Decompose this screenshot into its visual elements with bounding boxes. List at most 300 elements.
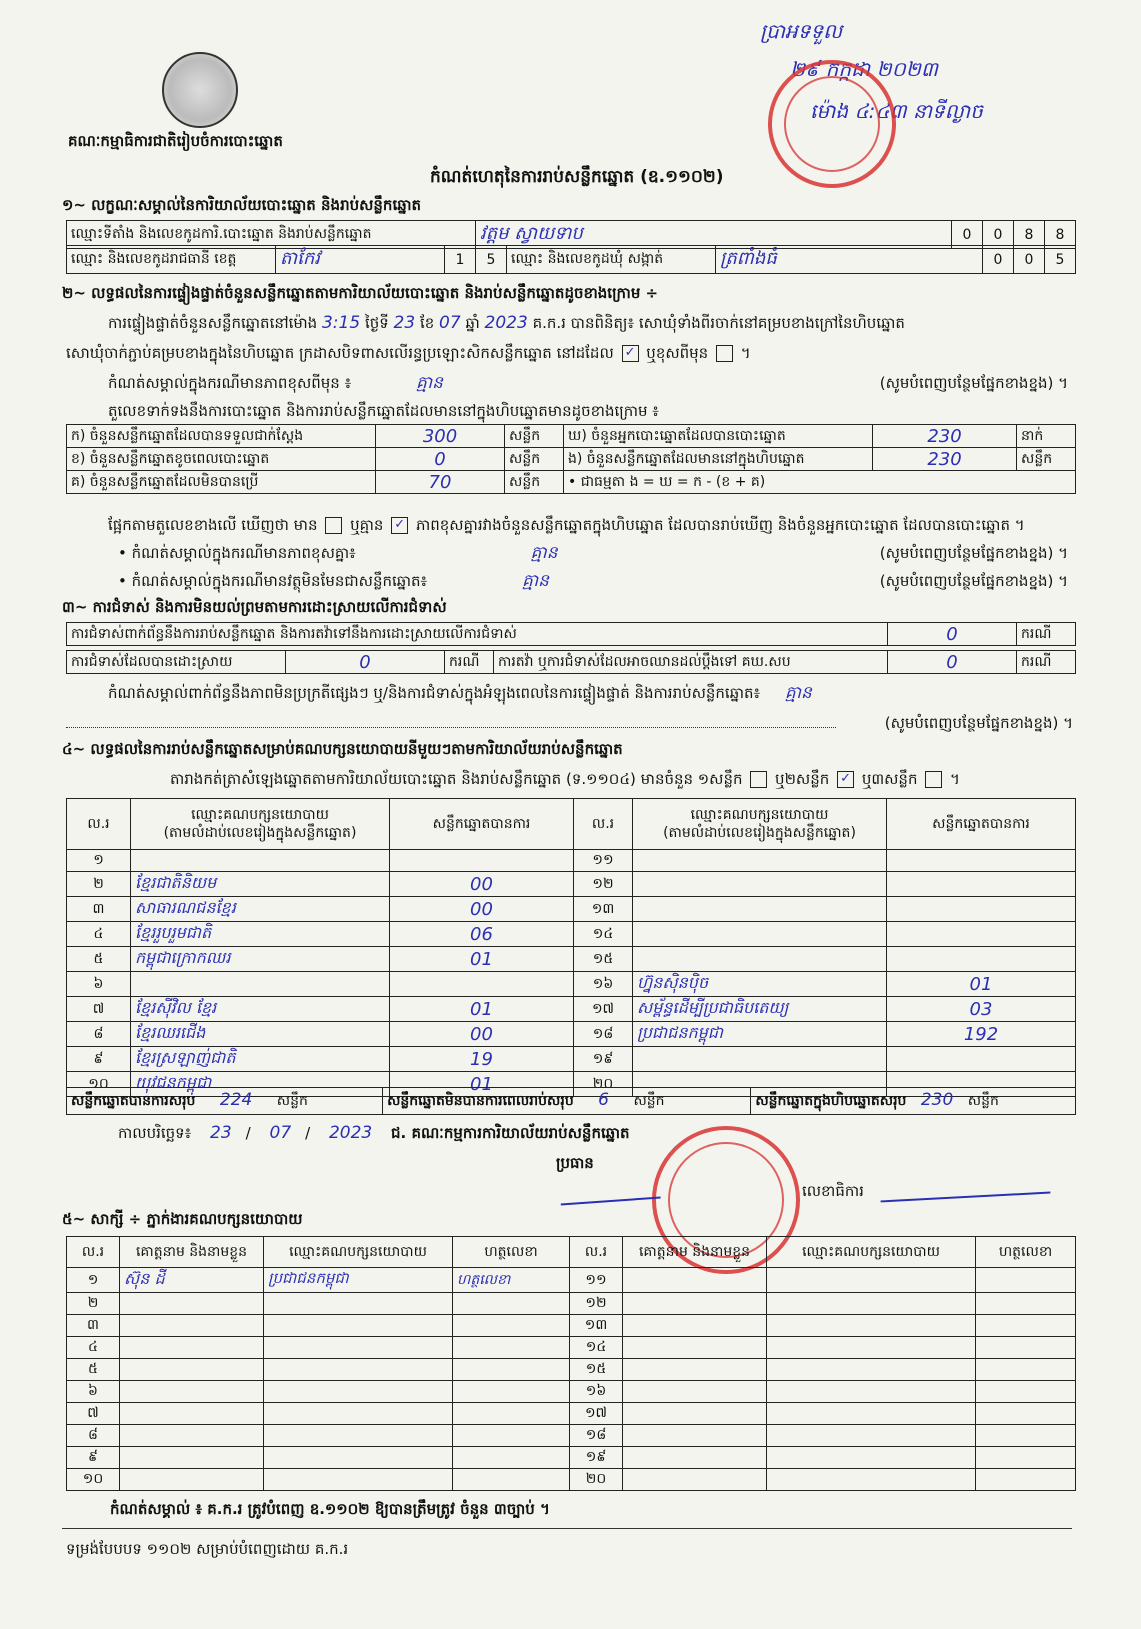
party-no: ៣ [67,897,131,922]
party-votes: 192 [887,1022,1076,1047]
agent-sign [976,1359,1076,1381]
agent-name [623,1447,767,1469]
receipt-line: ប្រាអទទួល [760,19,843,43]
agent-name [120,1359,264,1381]
note3-value: គ្មាន [521,571,549,591]
total-invalid-unit: សន្លឹក [633,1093,665,1109]
agent-sign [976,1447,1076,1469]
verify-line2-text: សោឃុំចាក់ភ្ជាប់គម្របខាងក្នុងនៃហិបឆ្នោត ក្រដាសបិទពាសលើរន្ធប្រឡោះសិកសន្លឹកឆ្នោត នៅដដែល [66,344,614,362]
party-no: ៥ [67,947,131,972]
agent-col-no: ល.រ [570,1237,623,1268]
footer-rule [62,1528,1072,1529]
agent-party [264,1381,453,1403]
party-name [633,1047,887,1072]
agent-no: ១២ [570,1293,623,1315]
intro-text: ឬ៣សន្លឹក [861,770,918,788]
agent-sign [453,1425,570,1447]
party-votes: 01 [887,972,1076,997]
note3-label: • កំណត់សម្គាល់ក្នុងករណីមានវត្ថុមិនមែនជាសន្លឹកឆ្នោត៖ [118,572,428,590]
party-votes: 00 [390,1022,574,1047]
agent-name [623,1359,767,1381]
count-left-label: គ) ចំនួនសន្លឹកឆ្នោតដែលមិនបានប្រើ [67,471,376,494]
party-row [67,1022,1076,1047]
party-votes [887,872,1076,897]
party-votes: 01 [390,1072,574,1097]
total-valid-label: សន្លឹកឆ្នោតបានការសរុប [71,1093,196,1109]
party-no: ១៥ [574,947,633,972]
agent-name [623,1381,767,1403]
agent-party [767,1425,976,1447]
agent-sign [453,1359,570,1381]
note2-value: គ្មាន [530,543,558,563]
party-row [67,872,1076,897]
agent-row [67,1359,1076,1381]
party-no: ១៧ [574,997,633,1022]
agent-row [67,1268,1076,1293]
party-name: ខ្មែរស្រឡាញ់ជាតិ [131,1047,390,1072]
party-no: ១៦ [574,972,633,997]
total-box-value: 230 [920,1090,954,1110]
party-no: ២ [67,872,131,897]
agent-no: ១៧ [570,1403,623,1425]
agent-sign: ហត្ថលេខា [453,1268,570,1293]
numbers-intro: តួលេខទាក់ទងនឹងការបោះឆ្នោត និងការរាប់សន្លឹកឆ្នោតដែលមាននៅក្នុងហិបឆ្នោតមានដូចខាងក្រោម ៖ [108,402,659,420]
nec-emblem [162,52,238,128]
party-no: ១១ [574,850,633,872]
verify-month: 07 [439,313,461,333]
party-name [633,850,887,872]
agent-sign [453,1447,570,1469]
chair-label: ប្រធាន [556,1154,594,1172]
party-no: ២០ [574,1072,633,1097]
resolved-unit: ករណី [445,651,494,674]
section4-intro: តារាងកត់ត្រាសំឡេងឆ្នោតតាមការិយាល័យបោះឆ្នោត និងរាប់សន្លឹកឆ្នោត (ទ.១១០៤) មានចំនួន ១សន្លឹក ឬ២សន្លឹក ✓ ឬ៣សន្លឹក ។ [170,770,960,788]
agent-sign [453,1469,570,1491]
agent-sign [453,1293,570,1315]
agent-party [767,1337,976,1359]
agent-no: ១៣ [570,1315,623,1337]
agent-no: ៤ [67,1337,120,1359]
party-votes [887,922,1076,947]
agent-col-name: គោត្តនាម និងនាមខ្លួន [120,1237,264,1268]
party-name: សាធារណជនខ្មែរ [131,897,390,922]
station-digit: 8 [1014,221,1045,249]
compare-line [108,516,1025,534]
agent-no: ២០ [570,1469,623,1491]
fill-more: (សូមបំពេញបន្ថែមផ្នែកខាងខ្នង) ។ [879,572,1068,590]
agent-name [120,1425,264,1447]
party-row [67,922,1076,947]
verify-line2: សោឃុំចាក់ភ្ជាប់គម្របខាងក្នុងនៃហិបឆ្នោត ក្រដាសបិទពាសលើរន្ធប្រឡោះសិកសន្លឹកឆ្នោត នៅដដែល ✓ ឬខុសពីមុន ។ [66,344,751,362]
agent-no: ២ [67,1293,120,1315]
agent-party: ប្រជាជនកម្ពុជា [264,1268,453,1293]
col-party [633,799,887,850]
agent-sign [453,1403,570,1425]
party-name: ខ្មែរឈរជើង [131,1022,390,1047]
agent-name [120,1403,264,1425]
commune-digit: 0 [983,246,1014,274]
agent-sign [453,1337,570,1359]
total-box-label: សន្លឹកឆ្នោតក្នុងហិបឆ្នោតសរុប [755,1093,907,1109]
agent-row [67,1293,1076,1315]
fill-more: (សូមបំពេញបន្ថែមផ្នែកខាងខ្នង) ។ [879,544,1068,562]
party-name: ហ្វ៊ុនស៊ិនប៉ិច [633,972,887,997]
agent-no: ១០ [67,1469,120,1491]
agent-no: ១៦ [570,1381,623,1403]
section3-title: ៣~ ការជំទាស់ និងការមិនយល់ព្រមតាមការដោះស្រាយលើការជំទាស់ [62,598,447,616]
agent-party [767,1469,976,1491]
station-digit: 0 [983,221,1014,249]
appeal-value: 0 [888,651,1017,674]
section2-title: ២~ លទ្ធផលនៃការផ្ទៀងផ្ទាត់ចំនួនសន្លឹកឆ្នោតតាមការិយាល័យបោះឆ្នោត និងរាប់សន្លឹកឆ្នោតដូចខាងក្រោម ÷ [62,284,659,302]
agent-party [767,1293,976,1315]
party-name: ប្រជាជនកម្ពុជា [633,1022,887,1047]
compare-text-a: ផ្អែកតាមតួលេខខាងលើ ឃើញថា មាន [108,516,318,534]
agent-party [767,1359,976,1381]
one-sheet-checkbox[interactable] [750,771,767,788]
agent-party [767,1268,976,1293]
count-row [67,448,1076,471]
party-no: ១ [67,850,131,872]
note-line [108,374,1068,392]
count-right-value: 230 [873,448,1017,471]
date-line: កាលបរិច្ឆេទ៖ 23 / 07 / 2023 ជ. គណៈកម្មការការិយាល័យរាប់សន្លឹកឆ្នោត [118,1123,630,1143]
party-row [67,947,1076,972]
agent-col-sign: ហត្ថលេខា [976,1237,1076,1268]
agent-name [623,1337,767,1359]
count-left-value: 300 [376,425,505,448]
agent-no: ១៩ [570,1447,623,1469]
party-name: ខ្មែរស៊ីវិល ខ្មែរ [131,997,390,1022]
agent-name [120,1337,264,1359]
diff-yes-checkbox[interactable] [325,517,342,534]
note-label: កំណត់សម្គាល់ក្នុងករណីមានភាពខុសពីមុន ៖ [108,374,352,392]
party-votes: 19 [390,1047,574,1072]
section3-note [108,684,812,702]
total-invalid [383,1088,751,1115]
chair-signature [559,1177,660,1206]
agent-row [67,1447,1076,1469]
agent-row [67,1403,1076,1425]
province-value: តាកែវ [276,246,445,274]
count-left-unit: សន្លឹក [505,425,564,448]
party-name [131,850,390,872]
note2-line [118,544,1068,562]
verify-text: ការផ្ទៀងផ្ទាត់ចំនួនសន្លឹកឆ្នោតនៅម៉ោង [108,314,318,332]
date-month: 07 [269,1123,292,1143]
agent-col-party: ឈ្មោះគណបក្សនយោបាយ [767,1237,976,1268]
party-name: ខ្មែររួបរួមជាតិ [131,922,390,947]
party-name: យុវជនកម្ពុជា [131,1072,390,1097]
party-name: កម្ពុជាក្រោកឈរ [131,947,390,972]
commune-value: ត្រពាំងធំ [716,246,983,274]
verify-text: ខែ [419,314,435,332]
three-sheet-checkbox[interactable] [925,771,942,788]
count-right-label: ង) ចំនួនសន្លឹកឆ្នោតដែលមាននៅក្នុងហិបឆ្នោត [564,448,873,471]
agent-col-no: ល.រ [67,1237,120,1268]
party-votes: 00 [390,897,574,922]
fill-more: (សូមបំពេញបន្ថែមផ្នែកខាងខ្នង) ។ [879,374,1068,392]
same-checkbox[interactable]: ✓ [622,345,639,362]
section3-fill-more: (សូមបំពេញបន្ថែមផ្នែកខាងខ្នង) ។ [884,714,1073,732]
agent-name [120,1447,264,1469]
party-row [67,897,1076,922]
agent-no: ៧ [67,1403,120,1425]
agent-sign [976,1425,1076,1447]
agent-name [623,1425,767,1447]
count-formula: • ជាធម្មតា ង = ឃ = ក - (ខ + គ) [564,471,1076,494]
date-label: កាលបរិច្ឆេទ៖ [118,1124,192,1142]
count-right-value: 230 [873,425,1017,448]
changed-label: ឬខុសពីមុន [646,344,709,362]
count-left-value: 0 [376,448,505,471]
total-invalid-label: សន្លឹកឆ្នោតមិនបានការពេលរាប់សរុប [387,1093,574,1109]
party-name: សម្ព័ន្ធដើម្បីប្រជាធិបតេយ្យ [633,997,887,1022]
agent-name [120,1381,264,1403]
agent-sign [453,1381,570,1403]
station-value: វត្តម ស្វាយទាប [476,221,952,249]
agent-name: ស៊ុន ដី [120,1268,264,1293]
objection-label: ការជំទាស់ពាក់ព័ន្ធនឹងការរាប់សន្លឹកឆ្នោត និងការតវ៉ាទៅនឹងការដោះស្រាយលើការជំទាស់ [67,623,888,646]
party-row [67,1047,1076,1072]
total-valid-unit: សន្លឹក [276,1093,308,1109]
count-right-unit: សន្លឹក [1017,448,1076,471]
verify-text: ឆ្នាំ [465,314,480,332]
agents-table [66,1236,1076,1491]
total-invalid-value: 6 [598,1090,609,1110]
province-digit: 5 [476,246,507,274]
agent-sign [976,1381,1076,1403]
party-no: ១៩ [574,1047,633,1072]
note2-label: • កំណត់សម្គាល់ក្នុងករណីមានភាពខុសគ្នា៖ [118,544,356,562]
agent-party [264,1403,453,1425]
count-left-unit: សន្លឹក [505,448,564,471]
section5-title: ៥~ សាក្សី ÷ ភ្នាក់ងារគណបក្សនយោបាយ [62,1210,303,1228]
agent-sign [976,1337,1076,1359]
total-valid-value: 224 [219,1090,253,1110]
station-digit: 0 [952,221,983,249]
resolved-table [66,650,1076,674]
party-no: ៤ [67,922,131,947]
receipt-time: ម៉ោង ៤:៤៣ នាទីល្ងាច [810,99,983,123]
verify-year: 2023 [484,313,528,333]
party-name [633,897,887,922]
appeal-label: ការតវ៉ា ឬការជំទាស់ដែលអាចឈានដល់ប្តឹងទៅ គឃ.សប [494,651,888,674]
agent-name [623,1469,767,1491]
verify-day: 23 [393,313,416,333]
compare-text-c: ភាពខុសគ្នារវាងចំនួនសន្លឹកឆ្នោតក្នុងហិបឆ្នោត ដែលបានរាប់ឃើញ និងចំនួនអ្នកបោះឆ្នោត ដែលបានបោះឆ្នោត ។ [415,516,1025,534]
agent-row [67,1469,1076,1491]
agent-no: ១៥ [570,1359,623,1381]
diff-no-checkbox[interactable]: ✓ [391,517,408,534]
agent-row [67,1315,1076,1337]
appeal-unit: ករណី [1017,651,1076,674]
station-label: ឈ្មោះទីតាំង និងលេខកូដការិ.បោះឆ្នោត និងរាប់សន្លឹកឆ្នោត [67,221,476,249]
party-votes [887,897,1076,922]
date-day: 23 [210,1123,232,1143]
changed-checkbox[interactable] [716,345,733,362]
agent-no: ៩ [67,1447,120,1469]
party-no: ១០ [67,1072,131,1097]
agent-row [67,1425,1076,1447]
agent-party [264,1425,453,1447]
committee-label: ជ. គណៈកម្មការការិយាល័យរាប់សន្លឹកឆ្នោត [391,1124,630,1142]
resolved-value: 0 [286,651,445,674]
section4-title: ៤~ លទ្ធផលនៃការរាប់សន្លឹកឆ្នោតសម្រាប់គណបក្សនយោបាយនីមួយៗតាមការិយាល័យរាប់សន្លឹកឆ្នោត [62,740,623,758]
party-no: ៧ [67,997,131,1022]
agent-party [264,1315,453,1337]
count-row [67,471,1076,494]
province-label: ឈ្មោះ និងលេខកូដរាជធានី ខេត្ត [67,246,276,274]
party-name [633,922,887,947]
party-name [633,947,887,972]
party-name [131,972,390,997]
col-party-sub: (តាមលំដាប់លេខរៀងក្នុងសន្លឹកឆ្នោត) [163,825,357,841]
total-box [751,1088,1076,1115]
total-valid [67,1088,383,1115]
party-row [67,972,1076,997]
agent-sign [976,1469,1076,1491]
count-left-label: ខ) ចំនួនសន្លឹកឆ្នោតខូចពេលបោះឆ្នោត [67,448,376,471]
commune-digit: 0 [1014,246,1045,274]
section3-note-label: កំណត់សម្គាល់ពាក់ព័ន្ធនឹងភាពមិនប្រក្រតីផ្សេងៗ ឬ/និងការជំទាស់ក្នុងអំឡុងពេលនៃការផ្ទៀងផ្ទាត់ និងការរាប់សន្លឹកឆ្នោត៖ [108,684,761,702]
count-right-unit: នាក់ [1017,425,1076,448]
agent-col-name: គោត្តនាម និងនាមខ្លួន [623,1237,767,1268]
party-no: ១២ [574,872,633,897]
agent-sign [976,1403,1076,1425]
agent-row [67,1381,1076,1403]
party-votes: 03 [887,997,1076,1022]
note-value: គ្មាន [415,373,443,393]
agent-col-sign: ហត្ថលេខា [453,1237,570,1268]
agent-name [623,1315,767,1337]
party-no: ១៤ [574,922,633,947]
agent-col-party: ឈ្មោះគណបក្សនយោបាយ [264,1237,453,1268]
party-votes: 06 [390,922,574,947]
resolved-label: ការជំទាស់ដែលបានដោះស្រាយ [67,651,286,674]
party-row [67,997,1076,1022]
total-box-unit: សន្លឹក [967,1093,999,1109]
party-name [633,872,887,897]
party-votes: 01 [390,997,574,1022]
party-votes [887,947,1076,972]
ballot-count-table [66,424,1076,494]
agent-no: ៥ [67,1359,120,1381]
party-row [67,850,1076,872]
agent-name [623,1268,767,1293]
agent-no: ៦ [67,1381,120,1403]
note3-line [118,572,1068,590]
agent-sign [453,1315,570,1337]
agent-no: ១៨ [570,1425,623,1447]
footer-form-name: ទម្រង់បែបបទ ១១០២ សម្រាប់បំពេញដោយ គ.ក.រ [66,1540,349,1558]
count-left-value: 70 [376,471,505,494]
party-name: ខ្មែរជាតិនិយម [131,872,390,897]
location-table [66,245,1076,274]
receipt-date: ២៩ កក្កដា ២០២៣ [790,57,938,81]
agent-party [264,1447,453,1469]
date-year: 2023 [328,1123,373,1143]
col-party-sub: (តាមលំដាប់លេខរៀងក្នុងសន្លឹកឆ្នោត) [663,825,856,841]
secretary-label: លេខាធិការ [802,1182,864,1200]
col-party-title: ឈ្មោះគណបក្សនយោបាយ [690,807,829,823]
col-party [131,799,390,850]
verify-line [108,314,905,332]
col-votes: សន្លឹកឆ្នោតបានការ [887,799,1076,850]
form-title: កំណត់ហេតុនៃការរាប់សន្លឹកឆ្នោត (ឧ.១១០២) [430,167,724,187]
agent-name [120,1469,264,1491]
province-digit: 1 [445,246,476,274]
receipt-stamp [768,60,896,188]
col-party-title: ឈ្មោះគណបក្សនយោបាយ [191,807,329,823]
agent-sign [976,1315,1076,1337]
party-no: ៦ [67,972,131,997]
party-votes [390,850,574,872]
agent-sign [976,1268,1076,1293]
count-left-label: ក) ចំនួនសន្លឹកឆ្នោតដែលបានទទួលជាក់ស្តែង [67,425,376,448]
agent-party [264,1293,453,1315]
station-digit: 8 [1045,221,1076,249]
col-votes: សន្លឹកឆ្នោតបានការ [390,799,574,850]
commune-label: ឈ្មោះ និងលេខកូដឃុំ សង្កាត់ [507,246,716,274]
party-votes [887,1047,1076,1072]
commune-digit: 5 [1045,246,1076,274]
agent-party [767,1447,976,1469]
agent-party [767,1381,976,1403]
verify-text: គ.ក.រ បានពិនិត្យ៖ សោឃុំទាំងពីរចាក់នៅគម្របខាងក្រៅនៃហិបឆ្នោត [532,314,905,332]
agent-no: ១១ [570,1268,623,1293]
agent-name [623,1293,767,1315]
footer-note: កំណត់សម្គាល់ ៖ គ.ក.រ ត្រូវបំពេញ ឧ.១១០២ ឱ្យបានត្រឹមត្រូវ ចំនួន ៣ច្បាប់ ។ [110,1500,550,1518]
col-no: ល.រ [574,799,633,850]
agent-row [67,1337,1076,1359]
party-results-table [66,798,1076,1097]
dotted-rule [66,726,836,728]
agent-party [767,1315,976,1337]
count-right-label: ឃ) ចំនួនអ្នកបោះឆ្នោតដែលបានបោះឆ្នោត [564,425,873,448]
party-no: ១៨ [574,1022,633,1047]
agent-no: ១ [67,1268,120,1293]
col-no: ល.រ [67,799,131,850]
party-votes: 01 [390,947,574,972]
objection-unit: ករណី [1017,623,1076,646]
agent-sign [976,1293,1076,1315]
party-no: ១៣ [574,897,633,922]
agent-party [264,1337,453,1359]
agent-party [264,1359,453,1381]
party-votes: 00 [390,872,574,897]
agent-name [623,1403,767,1425]
org-name: គណៈកម្មាធិការជាតិរៀបចំការបោះឆ្នោត [68,132,283,150]
section3-note-value: គ្មាន [784,683,812,703]
agent-no: ៣ [67,1315,120,1337]
count-left-unit: សន្លឹក [505,471,564,494]
compare-text-b: ឬគ្មាន [350,516,384,534]
two-sheet-checkbox[interactable]: ✓ [837,771,854,788]
agent-name [120,1293,264,1315]
totals-table [66,1087,1076,1115]
verify-text: ថ្ងៃទី [364,314,389,332]
intro-text: ឬ២សន្លឹក [775,770,830,788]
agent-no: ៨ [67,1425,120,1447]
agent-name [120,1315,264,1337]
count-row [67,425,1076,448]
verify-time: 3:15 [321,313,361,333]
agent-party [264,1469,453,1491]
agent-party [767,1403,976,1425]
party-no: ៨ [67,1022,131,1047]
secretary-signature [880,1174,1051,1203]
